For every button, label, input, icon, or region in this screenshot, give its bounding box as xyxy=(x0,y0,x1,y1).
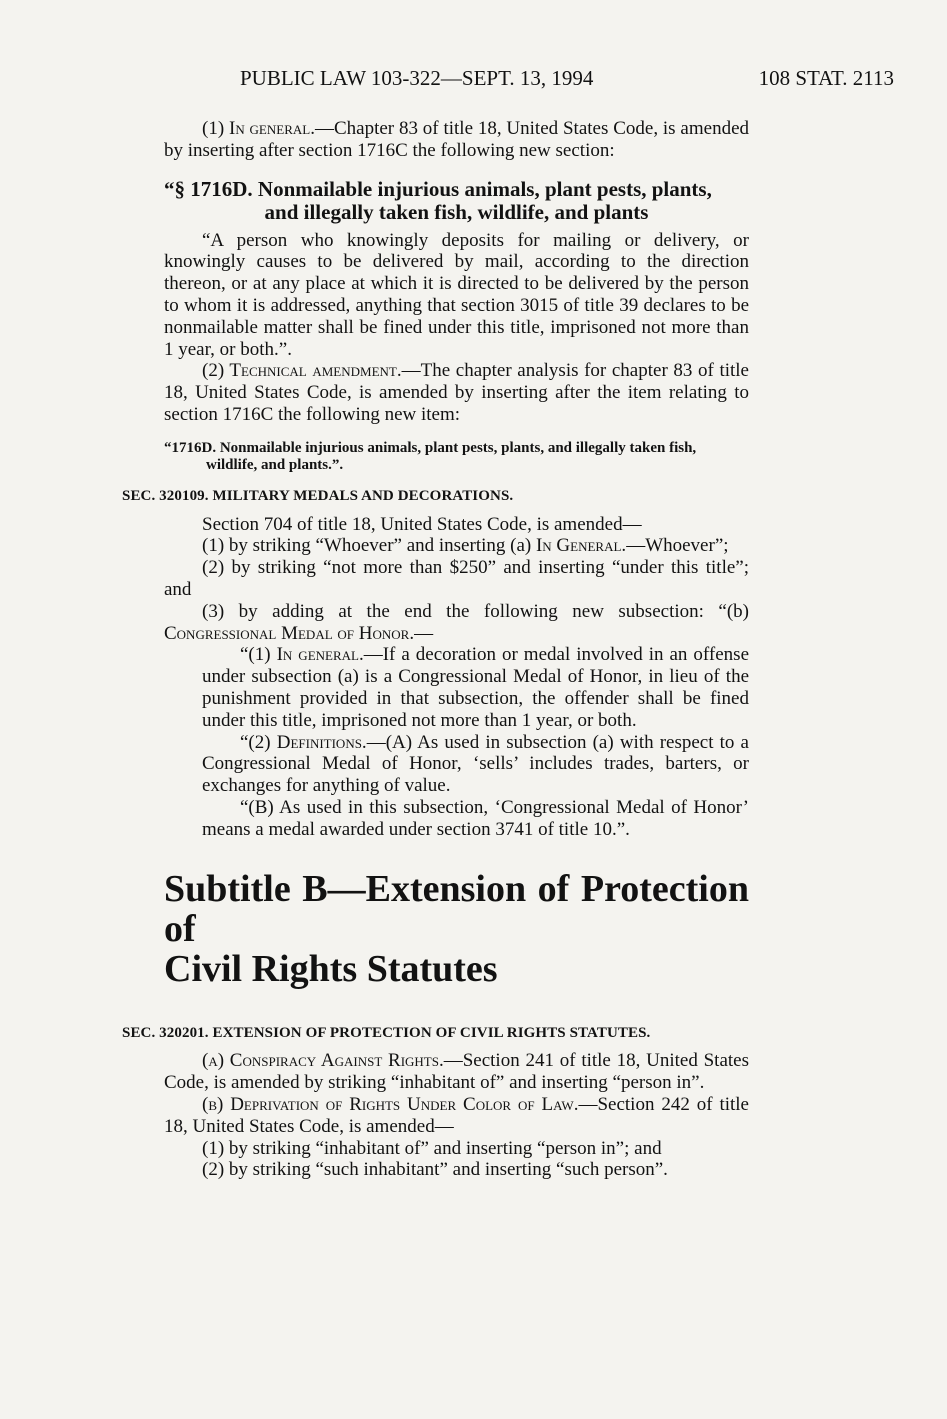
item-line-2: wildlife, and plants.”. xyxy=(206,456,344,473)
running-head: PUBLIC LAW 103-322—SEPT. 13, 1994 xyxy=(240,66,594,90)
paragraph-lead: (a) Conspiracy Against Rights. xyxy=(202,1050,444,1072)
paragraph-text: —(A) As used in subsection (a) with respect to a Congressional Medal of Honor, ‘sells’ includes trades, barters, or exchanges for anything of value. xyxy=(202,731,749,797)
sec-320109-clause-2: (2) by striking “not more than $250” and inserting “under this title”; and xyxy=(164,557,749,600)
paragraph-lead: (b) Deprivation of Rights Under Color of Law. xyxy=(202,1093,579,1115)
sec-320109-title: SEC. 320109. MILITARY MEDALS AND DECORATIONS. xyxy=(122,487,514,504)
paragraph-lead: (1) In general. xyxy=(202,118,315,139)
sec-320201-a xyxy=(164,1050,749,1094)
clause-small-caps: Congressional Medal of Honor. xyxy=(164,622,415,644)
heading-line-2: and illegally taken fish, wildlife, and plants xyxy=(264,199,649,224)
subsection-b-1 xyxy=(164,644,749,731)
paragraph-technical-amendment xyxy=(164,360,749,425)
clause-text: —Whoever”; xyxy=(626,535,729,557)
sec-320109-clause-3 xyxy=(164,601,749,645)
paragraph-text: —Section 242 of title 18, United States Code, is amended— xyxy=(164,1093,749,1137)
paragraph-text: —If a decoration or medal involved in an offense under subsection (a) is a Congressional Medal of Honor, in lieu of the punishment provided in that subsection, the offender shall be fined under this title, imprisoned not more than 1 year, or both. xyxy=(202,644,750,731)
paragraph-lead: “(1) In general. xyxy=(240,644,364,666)
sec-320109-intro: Section 704 of title 18, United States Code, is amended— xyxy=(202,513,642,535)
sec-320109-clause-1 xyxy=(164,535,749,557)
clause-text: (3) by adding at the end the following new subsection: “(b) xyxy=(202,600,749,622)
subtitle-heading xyxy=(164,869,749,989)
sec-320201-b xyxy=(164,1094,749,1138)
heading-line-1: “§ 1716D. Nonmailable injurious animals, plant pests, plants, xyxy=(164,176,712,201)
paragraph-text: —The chapter analysis for chapter 83 of title 18, United States Code, is amended by inserting after the item relating to section 1716C the following new item: xyxy=(164,360,749,425)
stat-reference: 108 STAT. 2113 xyxy=(758,66,894,90)
paragraph-lead: “(2) Definitions. xyxy=(240,731,367,753)
sec-320201-title: SEC. 320201. EXTENSION OF PROTECTION OF CIVIL RIGHTS STATUTES. xyxy=(122,1024,651,1041)
chapter-analysis-item xyxy=(122,440,749,474)
clause-text: (1) by striking “Whoever” and inserting (a) xyxy=(202,535,536,557)
paragraph-lead: (2) Technical amendment. xyxy=(202,360,402,382)
subsection-b-2 xyxy=(164,732,749,797)
page-header xyxy=(164,66,894,94)
subsection-b-3: “(B) As used in this subsection, ‘Congressional Medal of Honor’ means a medal awarded under section 3741 of title 10.”. xyxy=(202,796,749,840)
clause-small-caps: In General. xyxy=(535,535,627,557)
paragraph-text: —Section 241 of title 18, United States Code, is amended by striking “inhabitant of” and inserting “person in”. xyxy=(164,1050,749,1094)
document-body xyxy=(122,118,750,1181)
paragraph-text: —Chapter 83 of title 18, United States Code, is amended by inserting after section 1716C the following new section: xyxy=(164,118,749,161)
clause-text: — xyxy=(414,622,434,644)
item-line-1: “1716D. Nonmailable injurious animals, plant pests, plants, and illegally taken fish, xyxy=(164,439,697,456)
subtitle-line-1: Subtitle B—Extension of Protection of xyxy=(164,867,749,950)
paragraph-in-general xyxy=(164,118,749,162)
section-1716d-text: “A person who knowingly deposits for mailing or delivery, or knowingly causes to be delivered by mail, according to the direction thereon, or at any place at which it is directed to be delivered by the person to whom it is addressed, anything that section 3015 of title 39 declares to be nonmailable matter shall be fined under this title, imprisoned not more than 1 year, or both.”. xyxy=(164,229,749,360)
sec-320201-b-2: (2) by striking “such inhabitant” and inserting “such person”. xyxy=(202,1159,668,1181)
sec-320201-b-1: (1) by striking “inhabitant of” and inserting “person in”; and xyxy=(202,1137,662,1159)
subtitle-line-2: Civil Rights Statutes xyxy=(164,947,498,990)
section-1716d-heading xyxy=(164,178,749,224)
